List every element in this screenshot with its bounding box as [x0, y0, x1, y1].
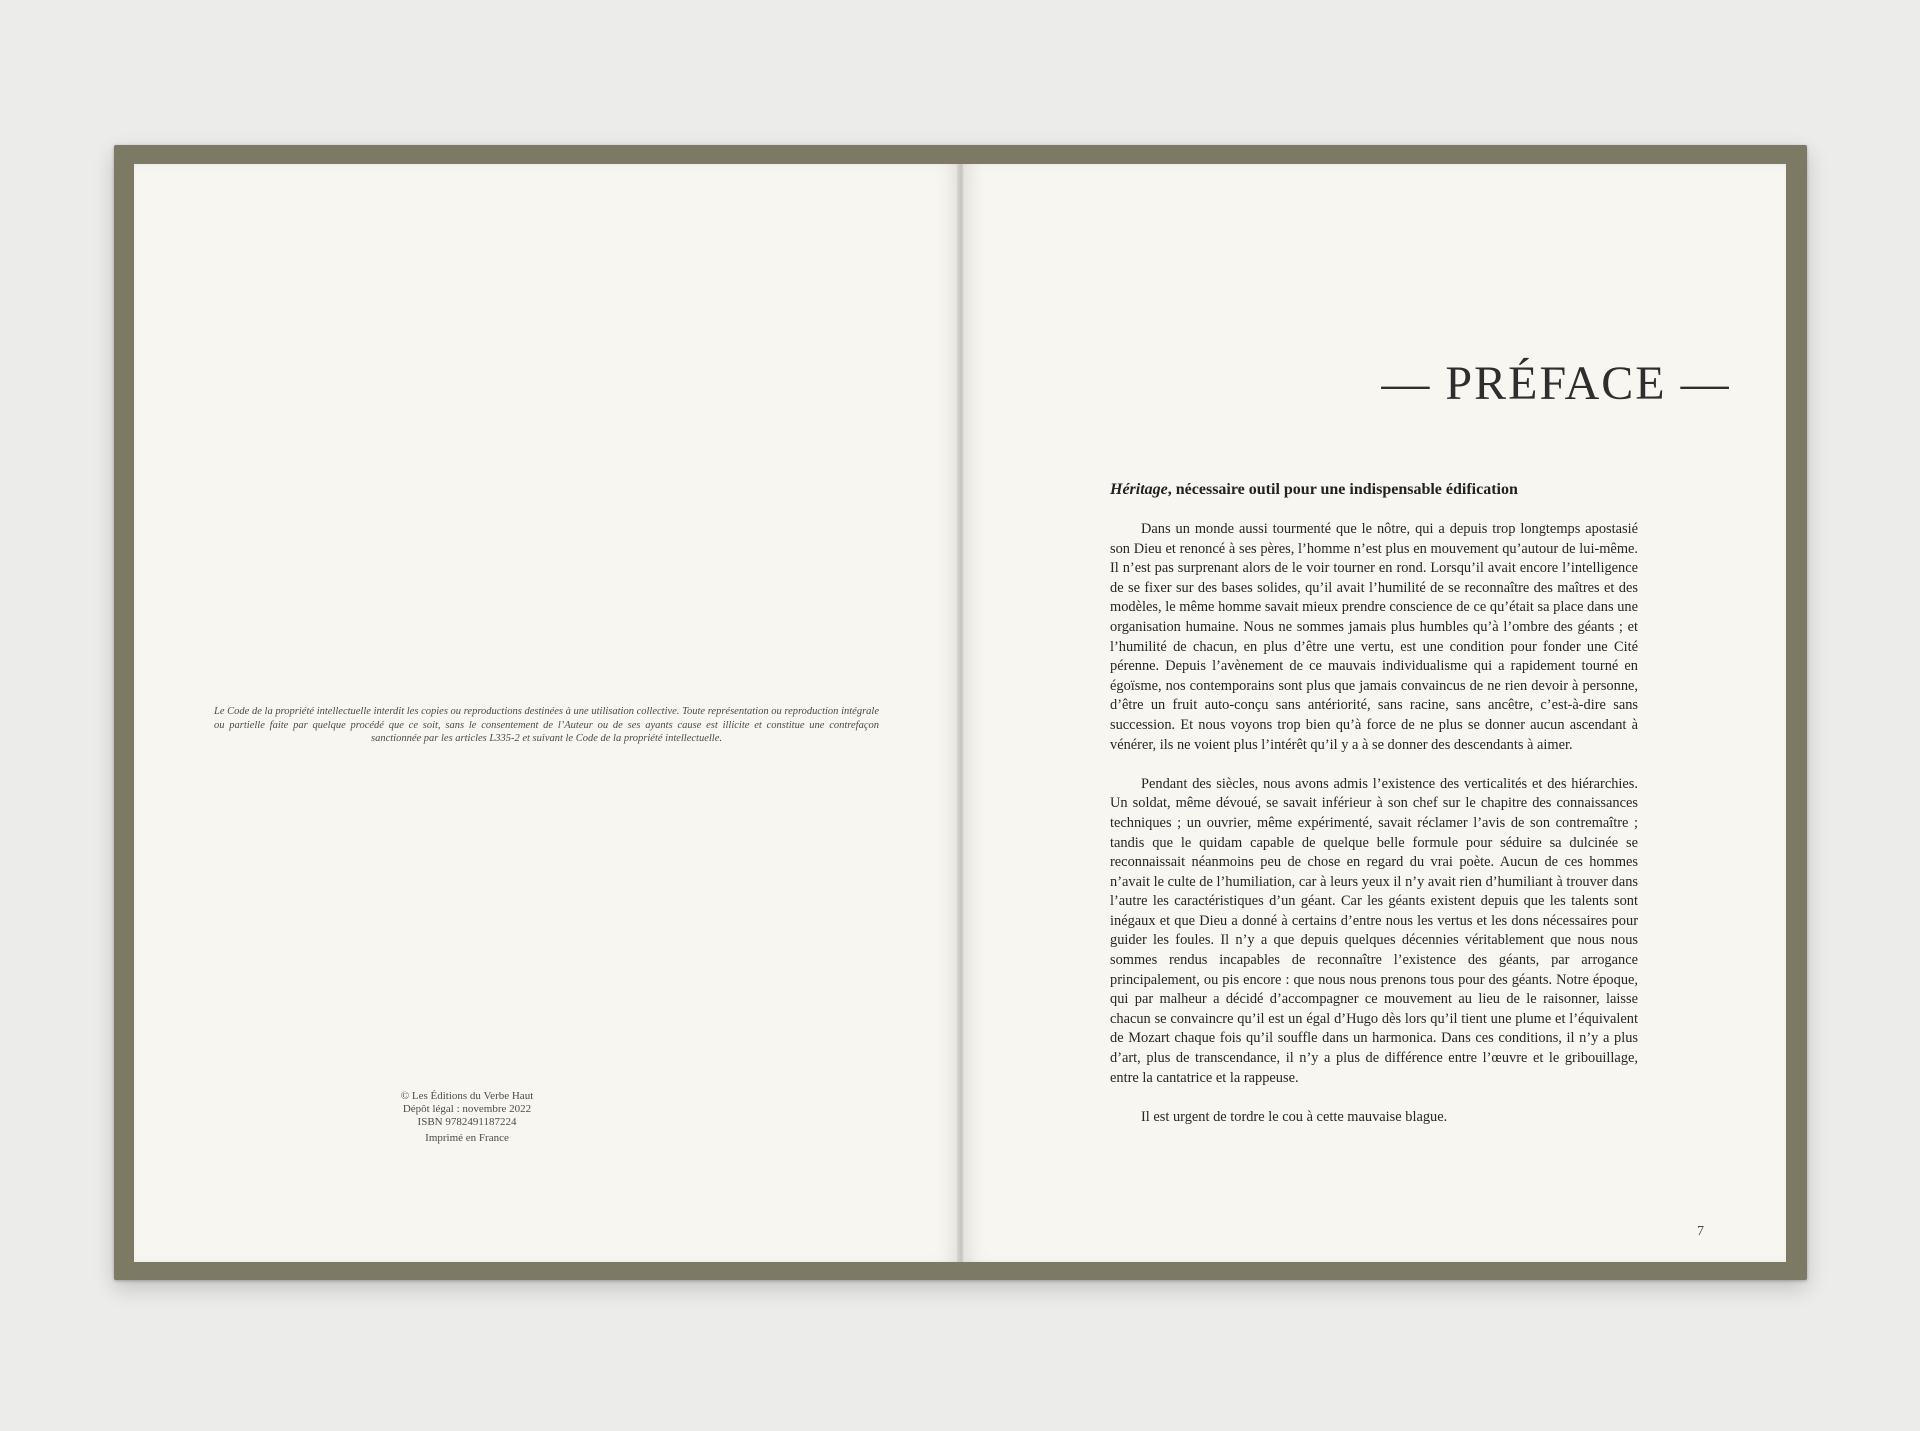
page-number: 7 — [1697, 1224, 1704, 1239]
preface-body — [1110, 520, 1638, 1147]
publisher-line: © Les Éditions du Verbe Haut — [400, 1090, 534, 1102]
legal-notice: Le Code de la propriété intellectuelle interdit les copies ou reproductions destinées à une utilisation collective. Toute représentation ou reproduction intégrale ou partielle faite par quelque procédé que ce soit, sans le consentement de l’Auteur ou de ses ayants cause est illicite et constitue une contrefaçon sanctionnée par les articles L335-2 et suivant le Code de la propriété intellectuelle. — [214, 706, 879, 744]
left-page — [134, 164, 959, 1262]
right-page — [963, 164, 1786, 1262]
isbn-line: ISBN 9782491187224 — [417, 1116, 517, 1128]
imprint-block — [134, 1090, 800, 1145]
paragraph: Dans un monde aussi tourmenté que le nôtre, qui a depuis trop longtemps apostasié son Dieu et renoncé à ses pères, l’homme n’est plus en mouvement qu’autour de lui-même. Il n’est pas surprenant alors de le voir tourner en rond. Lorsqu’il avait encore l’intelligence de se fixer sur des bases solides, qu’il avait l’humilité de se reconnaître des maîtres et des modèles, le même homme savait mieux prendre conscience de ce qu’était sa place dans une organisation humaine. Nous ne sommes jamais plus humbles qu’à l’ombre des géants ; et l’humilité de chacun, en plus d’être une vertu, est une condition pour fonder une Cité pérenne. Depuis l’avènement de ce mauvais individualisme qui a rapidement tourné en égoïsme, nos contemporains sont plus que jamais convaincus de ne rien devoir à personne, d’être un fruit auto-conçu sans antériorité, sans racine, sans ancêtre, c’est-à-dire sans succession. Et nous voyons trop bien qu’à force de ne plus se donner aucun ascendant à vénérer, ils ne voient plus l’intérêt qu’il y a à se donner des descendants à aimer. — [1110, 521, 1638, 753]
subtitle-italic: Héritage — [1110, 481, 1168, 498]
legal-deposit-line: Dépôt légal : novembre 2022 — [402, 1103, 532, 1115]
paragraph: Pendant des siècles, nous avons admis l’existence des verticalités et des hiérarchies. Un soldat, même dévoué, se savait inférieur à son chef sur le chapitre des connaissances techniques ; un ouvrier, même expérimenté, savait réclamer l’avis de son contremaître ; tandis que le quidam capable de quelque belle formule pour séduire sa dulcinée se reconnaissait néanmoins peu de chose en regard du vrai poète. Aucun de ces hommes n’avait le culte de l’humiliation, car à leurs yeux il n’y avait rien d’humiliant à trouver dans l’autre les caractéristiques d’un géant. Car les géants existent depuis que les talents sont inégaux et que Dieu a donné à certains d’entre nous les vertus et les dons nécessaires pour guider les foules. Il n’y a que depuis quelques décennies véritablement que nous nous sommes rendus incapables de reconnaître l’existence des géants, par arrogance principalement, ou pis encore : que nous nous prenons tous pour des géants. Notre époque, qui par malheur a décidé d’accompagner ce mouvement au lieu de le raisonner, laisse chacun se convaincre qu’il est un égal d’Hugo dès lors qu’il tient une plume et l’équivalent de Mozart chaque fois qu’il souffle dans un harmonica. Dans ces conditions, il n’y a plus d’art, plus de transcendance, il n’y a plus de différence entre l’œuvre et le gribouillage, entre la cantatrice et la rappeuse. — [1110, 775, 1638, 1086]
subtitle-rest: , nécessaire outil pour une indispensable édification — [1167, 481, 1518, 498]
printed-in-line: Imprimé en France — [425, 1132, 509, 1144]
paragraph: Il est urgent de tordre le cou à cette mauvaise blague. — [1141, 1108, 1448, 1125]
section-subtitle — [1110, 481, 1518, 499]
chapter-title: — PRÉFACE — — [1381, 357, 1731, 410]
